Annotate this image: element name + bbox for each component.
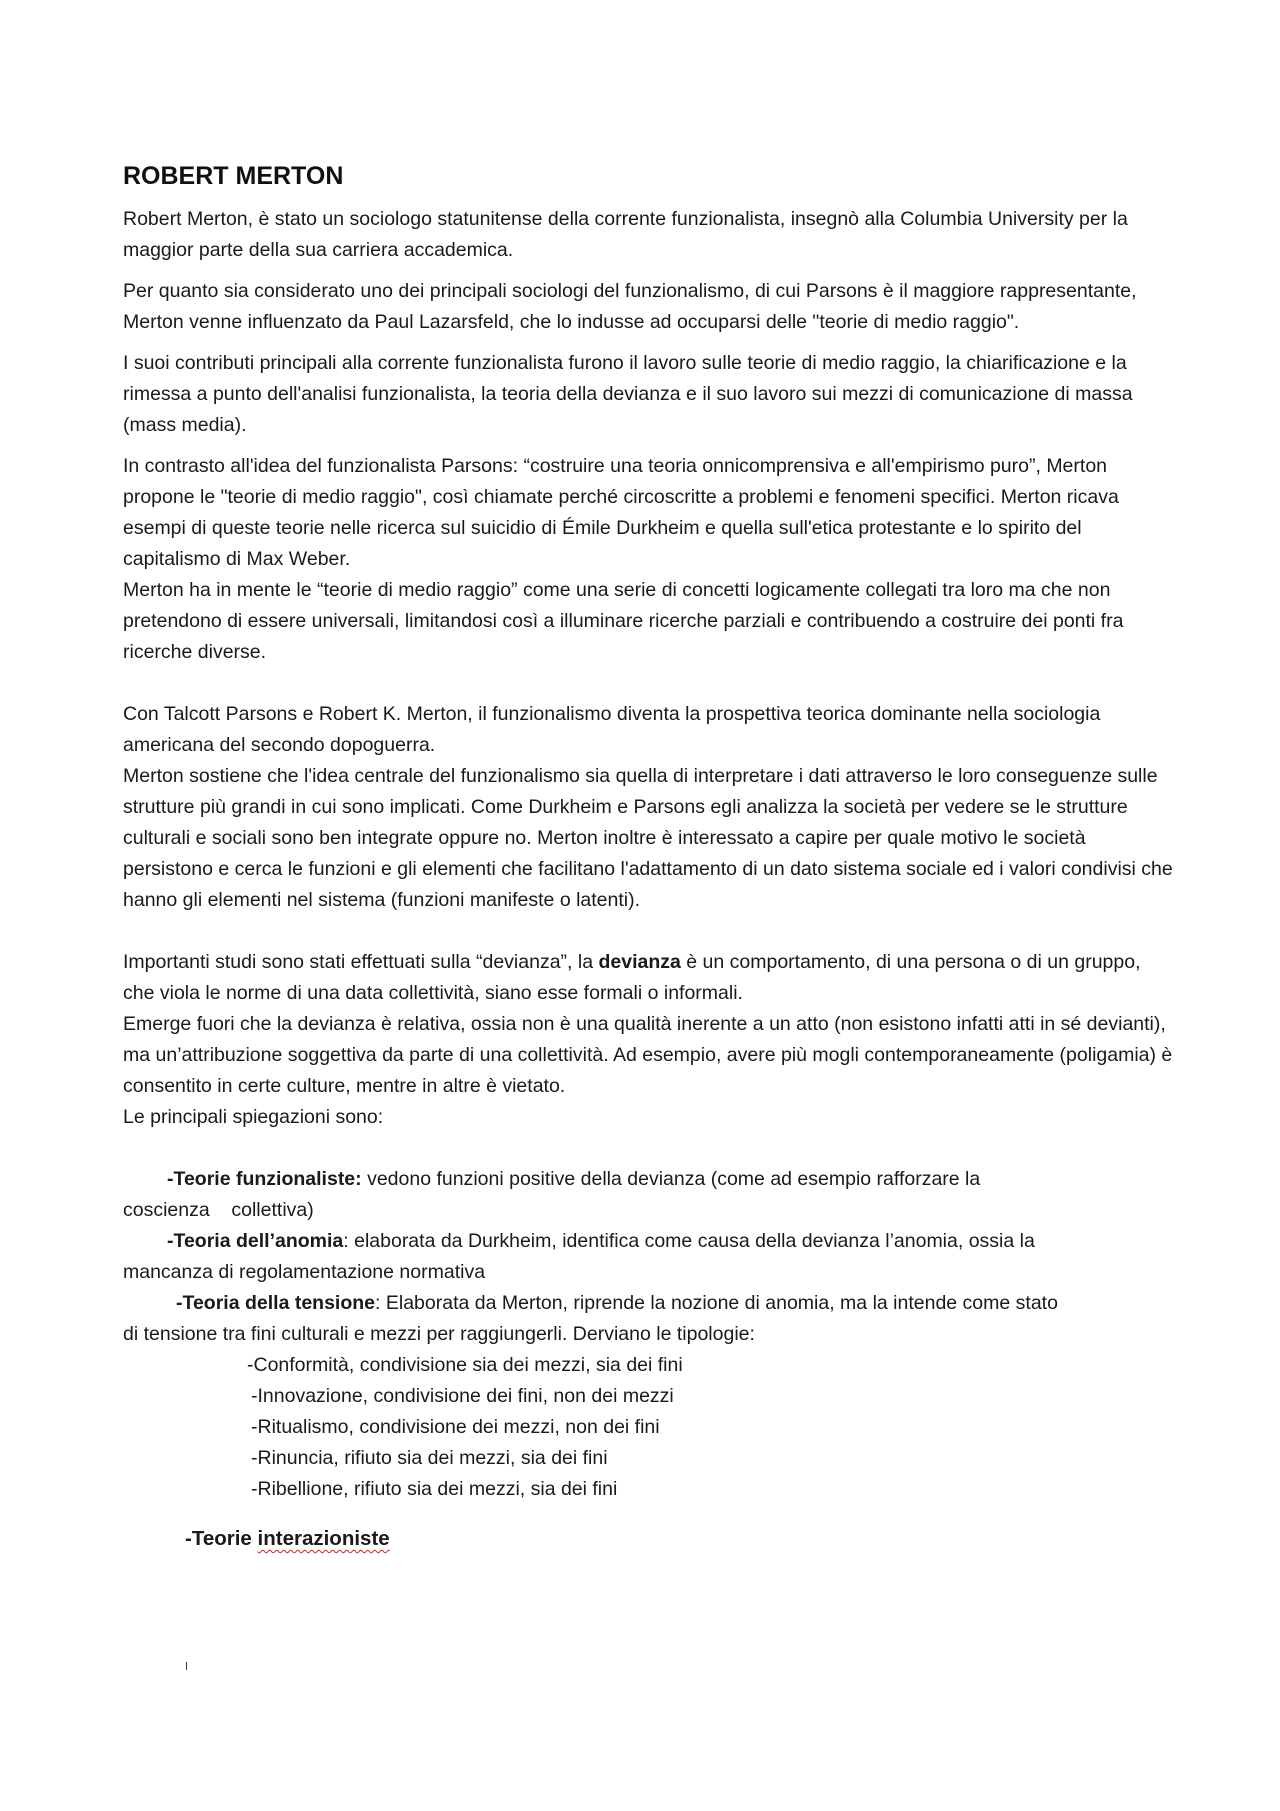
typology-item: -Ritualismo, condivisione dei mezzi, non dei fini <box>251 1416 660 1438</box>
explanation-item <box>123 1288 1173 1350</box>
page-title: ROBERT MERTON <box>123 162 344 190</box>
explanation-label: -Teoria della tensione <box>176 1292 376 1314</box>
paragraph-deviance-relative: Emerge fuori che la devianza è relativa, ossia non è una qualità inerente a un atto (non esistono infatti atti in sé devianti), ma un’attribuzione soggettiva da parte di una collettività. Ad esempio, avere più mogli contemporaneamente (poligamia) è consentito in certe culture, mentre in altre è vietato. <box>123 1013 1173 1097</box>
explanation-label: -Teoria dell’anomia <box>167 1230 344 1252</box>
paragraph-functionalism: Con Talcott Parsons e Robert K. Merton, il funzionalismo diventa la prospettiva teorica dominante nella sociologia americana del secondo dopoguerra. <box>123 703 1101 756</box>
section-heading-interactionist <box>123 1523 1173 1555</box>
paragraph-functionalism-detail: Merton sostiene che l'idea centrale del funzionalismo sia quella di interpretare i dati attraverso le loro conseguenze sulle strutture più grandi in cui sono implicati. Come Durkheim e Parsons egli analizza la società per vedere se le strutture culturali e sociali sono ben integrate oppure no. Merton inoltre è interessato a capire per quale motivo le società persistono e cerca le funzioni e gli elementi che facilitano l'adattamento di un dato sistema sociale ed i valori condivisi che hanno gli elementi nel sistema (funzioni manifeste o latenti). <box>123 765 1173 911</box>
paragraph-contributions: I suoi contributi principali alla corrente funzionalista furono il lavoro sulle teorie di medio raggio, la chiarificazione e la rimessa a punto dell'analisi funzionalista, la teoria della devianza e il suo lavoro sui mezzi di comunicazione di massa (mass media). <box>123 352 1133 436</box>
explanation-text-continued: coscienza collettiva) <box>123 1199 314 1221</box>
explanation-text: : elaborata da Durkheim, identifica come causa della devianza l’anomia, ossia la <box>343 1230 1035 1252</box>
explanation-text-continued: di tensione tra fini culturali e mezzi per raggiungerli. Derviano le tipologie: <box>123 1323 755 1345</box>
deviance-bold-term: devianza <box>598 951 681 973</box>
explanation-item <box>123 1164 1173 1226</box>
typology-item: -Ribellione, rifiuto sia dei mezzi, sia dei fini <box>251 1478 618 1500</box>
heading-prefix: -Teorie <box>185 1527 258 1550</box>
explanation-item <box>123 1226 1173 1288</box>
explanation-label: -Teorie funzionaliste: <box>167 1168 362 1190</box>
paragraph-middle-range-concept: Merton ha in mente le “teorie di medio raggio” come una serie di concetti logicamente collegati tra loro ma che non pretendono di essere universali, limitandosi così a illuminare ricerche parziali e contribuendo a costruire dei ponti fra ricerche diverse. <box>123 579 1124 663</box>
explanation-text: vedono funzioni positive della devianza (come ad esempio rafforzare la <box>361 1168 981 1190</box>
paragraph-influence: Per quanto sia considerato uno dei principali sociologi del funzionalismo, di cui Parsons è il maggiore rappresentante, Merton venne influenzato da Paul Lazarsfeld, che lo indusse ad occuparsi delle "teorie di medio raggio". <box>123 280 1137 333</box>
text-cursor <box>186 1662 187 1670</box>
paragraph-deviance-definition <box>123 947 1173 1009</box>
document-body <box>123 160 1173 1555</box>
typology-item: -Conformità, condivisione sia dei mezzi, sia dei fini <box>247 1354 683 1376</box>
paragraph-intro: Robert Merton, è stato un sociologo statunitense della corrente funzionalista, insegnò alla Columbia University per la maggior parte della sua carriera accademica. <box>123 208 1128 261</box>
typology-item: -Innovazione, condivisione dei fini, non dei mezzi <box>251 1385 674 1407</box>
typology-item: -Rinuncia, rifiuto sia dei mezzi, sia dei fini <box>251 1447 608 1469</box>
typology-list <box>123 1350 1173 1505</box>
explanation-list <box>123 1164 1173 1350</box>
deviance-text-pre: Importanti studi sono stati effettuati sulla “devianza”, la <box>123 951 599 973</box>
paragraph-explanations-intro: Le principali spiegazioni sono: <box>123 1106 384 1128</box>
paragraph-middle-range: In contrasto all'idea del funzionalista Parsons: “costruire una teoria onnicomprensiva e all'empirismo puro”, Merton propone le "teorie di medio raggio", così chiamate perché circoscritte a problemi e fenomeni specifici. Merton ricava esempi di queste teorie nelle ricerca sul suicidio di Émile Durkheim e quella sull'etica protestante e lo spirito del capitalismo di Max Weber. <box>123 455 1119 570</box>
explanation-text: : Elaborata da Merton, riprende la nozione di anomia, ma la intende come stato <box>375 1292 1058 1314</box>
deviance-text-post: è un comportamento, di una persona o di un gruppo, che viola le norme di una data collettività, siano esse formali o informali. <box>123 951 1141 1004</box>
explanation-text-continued: mancanza di regolamentazione normativa <box>123 1261 486 1283</box>
spellcheck-underlined-word: interazioniste <box>257 1527 390 1550</box>
